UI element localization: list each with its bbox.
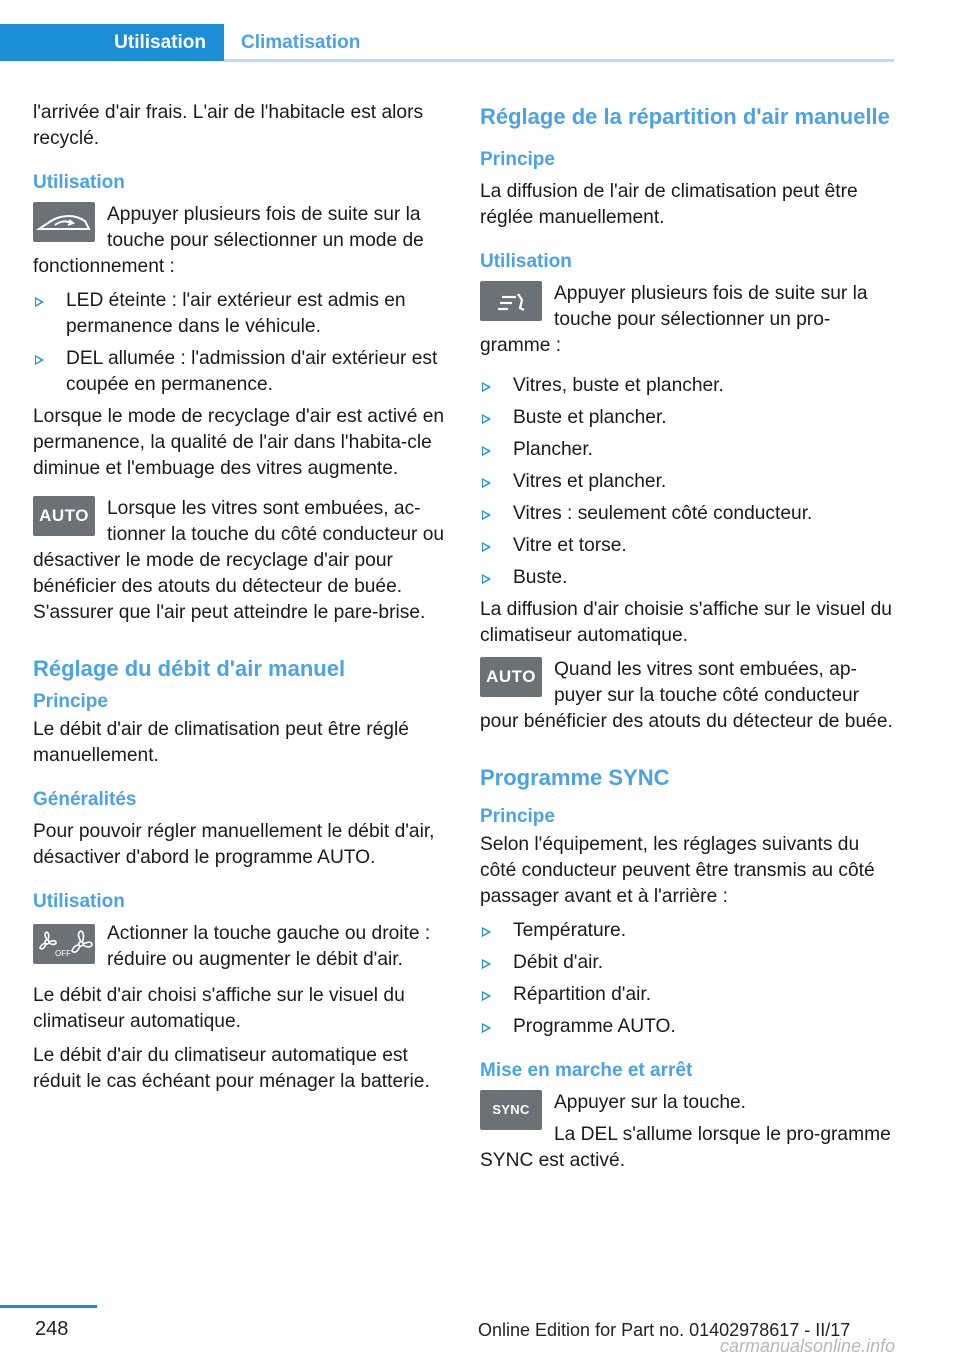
list-item: Vitres, buste et plancher. — [480, 373, 898, 399]
fan-block — [33, 921, 445, 973]
bullet-triangle-icon — [35, 355, 44, 365]
list-item: Vitres et plancher. — [480, 469, 898, 495]
watermark-text: carmanualsonline.info — [720, 1336, 896, 1356]
subheading-principe: Principe — [33, 691, 108, 712]
list-item: Débit d'air. — [480, 950, 898, 976]
recirculation-list — [33, 288, 445, 398]
subheading-utilisation: Utilisation — [33, 172, 125, 193]
list-item: LED éteinte : l'air extérieur est admis en permanence dans le véhicule. — [33, 288, 445, 340]
subheading-utilisation-2: Utilisation — [33, 891, 125, 912]
bullet-triangle-icon — [482, 991, 491, 1001]
debit-paragraph-2: Le débit d'air du climatiseur automatique est réduit le cas échéant pour ménager la batterie. — [33, 1045, 430, 1092]
fan-off-label: OFF — [55, 949, 71, 958]
bullet-triangle-icon — [482, 446, 491, 456]
sync-button-icon: SYNC — [480, 1090, 542, 1130]
subheading-principe-2: Principe — [480, 806, 555, 827]
subheading-generalites: Généralités — [33, 789, 137, 810]
auto-button-icon: AUTO — [480, 657, 542, 697]
recirculation-text: Appuyer plusieurs fois de suite sur la touche pour sélectionner un mode de fonctionnement : — [33, 204, 424, 277]
auto-note-block — [33, 496, 445, 626]
fan-text: Actionner la touche gauche ou droite : réduire ou augmenter le débit d'air. — [107, 923, 431, 970]
left-column — [33, 100, 445, 1103]
subheading-marche-arret: Mise en marche et arrêt — [480, 1060, 693, 1081]
list-item: Température. — [480, 918, 898, 944]
bullet-triangle-icon — [482, 542, 491, 552]
footer-rule — [0, 1305, 97, 1308]
auto-note-block — [480, 657, 898, 735]
header-rule — [224, 59, 894, 62]
section-title-sync: Programme SYNC — [480, 765, 670, 790]
sync-paragraph: Selon l'équipement, les réglages suivants du côté conducteur peuvent être transmis au côté passager avant et à l'arrière : — [480, 834, 875, 907]
list-item: Plancher. — [480, 437, 898, 463]
page-header — [0, 24, 360, 61]
distribution-list — [480, 373, 898, 591]
list-item: Buste. — [480, 565, 898, 591]
air-distribution-button-icon — [480, 281, 542, 321]
bullet-triangle-icon — [482, 959, 491, 969]
section-title-debit: Réglage du débit d'air manuel — [33, 656, 346, 681]
list-item: Buste et plancher. — [480, 405, 898, 431]
list-item: Programme AUTO. — [480, 1014, 898, 1040]
principe-paragraph: La diffusion de l'air de climatisation peut être réglée manuellement. — [480, 181, 858, 228]
auto-note-text: Quand les vitres sont embuées, ap-puyer sur la touche côté conducteur pour bénéficier des atouts du détecteur de buée. — [480, 659, 893, 732]
header-tab-climatisation: Climatisation — [241, 31, 361, 53]
generalites-paragraph: Pour pouvoir régler manuellement le débit d'air, désactiver d'abord le programme AUTO. — [33, 821, 435, 868]
bullet-triangle-icon — [482, 927, 491, 937]
sync-press-text: Appuyer sur la touche. — [554, 1092, 746, 1113]
fan-button-icon — [33, 924, 95, 964]
debit-paragraph-1: Le débit d'air choisi s'affiche sur le visuel du climatiseur automatique. — [33, 985, 405, 1032]
auto-button-icon: AUTO — [33, 496, 95, 536]
distribution-block — [480, 281, 898, 359]
list-item: DEL allumée : l'admission d'air extérieur est coupée en permanence. — [33, 346, 445, 398]
recirculation-block — [33, 202, 445, 280]
bullet-triangle-icon — [482, 574, 491, 584]
bullet-triangle-icon — [482, 414, 491, 424]
list-item: Répartition d'air. — [480, 982, 898, 1008]
bullet-triangle-icon — [482, 478, 491, 488]
subheading-principe: Principe — [480, 149, 555, 170]
sync-list — [480, 918, 898, 1040]
right-column — [480, 100, 898, 1182]
bullet-triangle-icon — [482, 510, 491, 520]
list-item: Vitres : seulement côté conducteur. — [480, 501, 898, 527]
sync-led-text: La DEL s'allume lorsque le pro-gramme SYNC est activé. — [480, 1124, 891, 1171]
bullet-triangle-icon — [482, 382, 491, 392]
recirculation-button-icon — [33, 202, 95, 242]
principe-paragraph: Le débit d'air de climatisation peut être réglé manuellement. — [33, 719, 409, 766]
sync-block — [480, 1090, 898, 1174]
auto-note-text: Lorsque les vitres sont embuées, ac-tionner la touche du côté conducteur ou désactiver le mode de recyclage d'air pour bénéficier des atouts du détecteur de buée. S'assurer que l'air peut atteindre le pare-brise. — [33, 498, 445, 623]
diffusion-paragraph: La diffusion d'air choisie s'affiche sur le visuel du climatiseur automatique. — [480, 599, 892, 646]
distribution-text: Appuyer plusieurs fois de suite sur la touche pour sélectionner un pro-gramme : — [480, 283, 868, 356]
recirculation-note: Lorsque le mode de recyclage d'air est activé en permanence, la qualité de l'air dans l'habita-cle diminue et l'embuage des vitres augmente. — [33, 406, 445, 479]
edition-text: Online Edition for Part no. 01402978617 - II/17 — [478, 1320, 851, 1340]
intro-paragraph: l'arrivée d'air frais. L'air de l'habitacle est alors recyclé. — [33, 102, 424, 149]
list-item: Vitre et torse. — [480, 533, 898, 559]
page-number: 248 — [35, 1318, 69, 1340]
header-tab-utilisation: Utilisation — [0, 24, 224, 61]
bullet-triangle-icon — [482, 1023, 491, 1033]
bullet-triangle-icon — [35, 297, 44, 307]
section-title-repartition: Réglage de la répartition d'air manuelle — [480, 104, 890, 129]
subheading-utilisation: Utilisation — [480, 251, 572, 272]
